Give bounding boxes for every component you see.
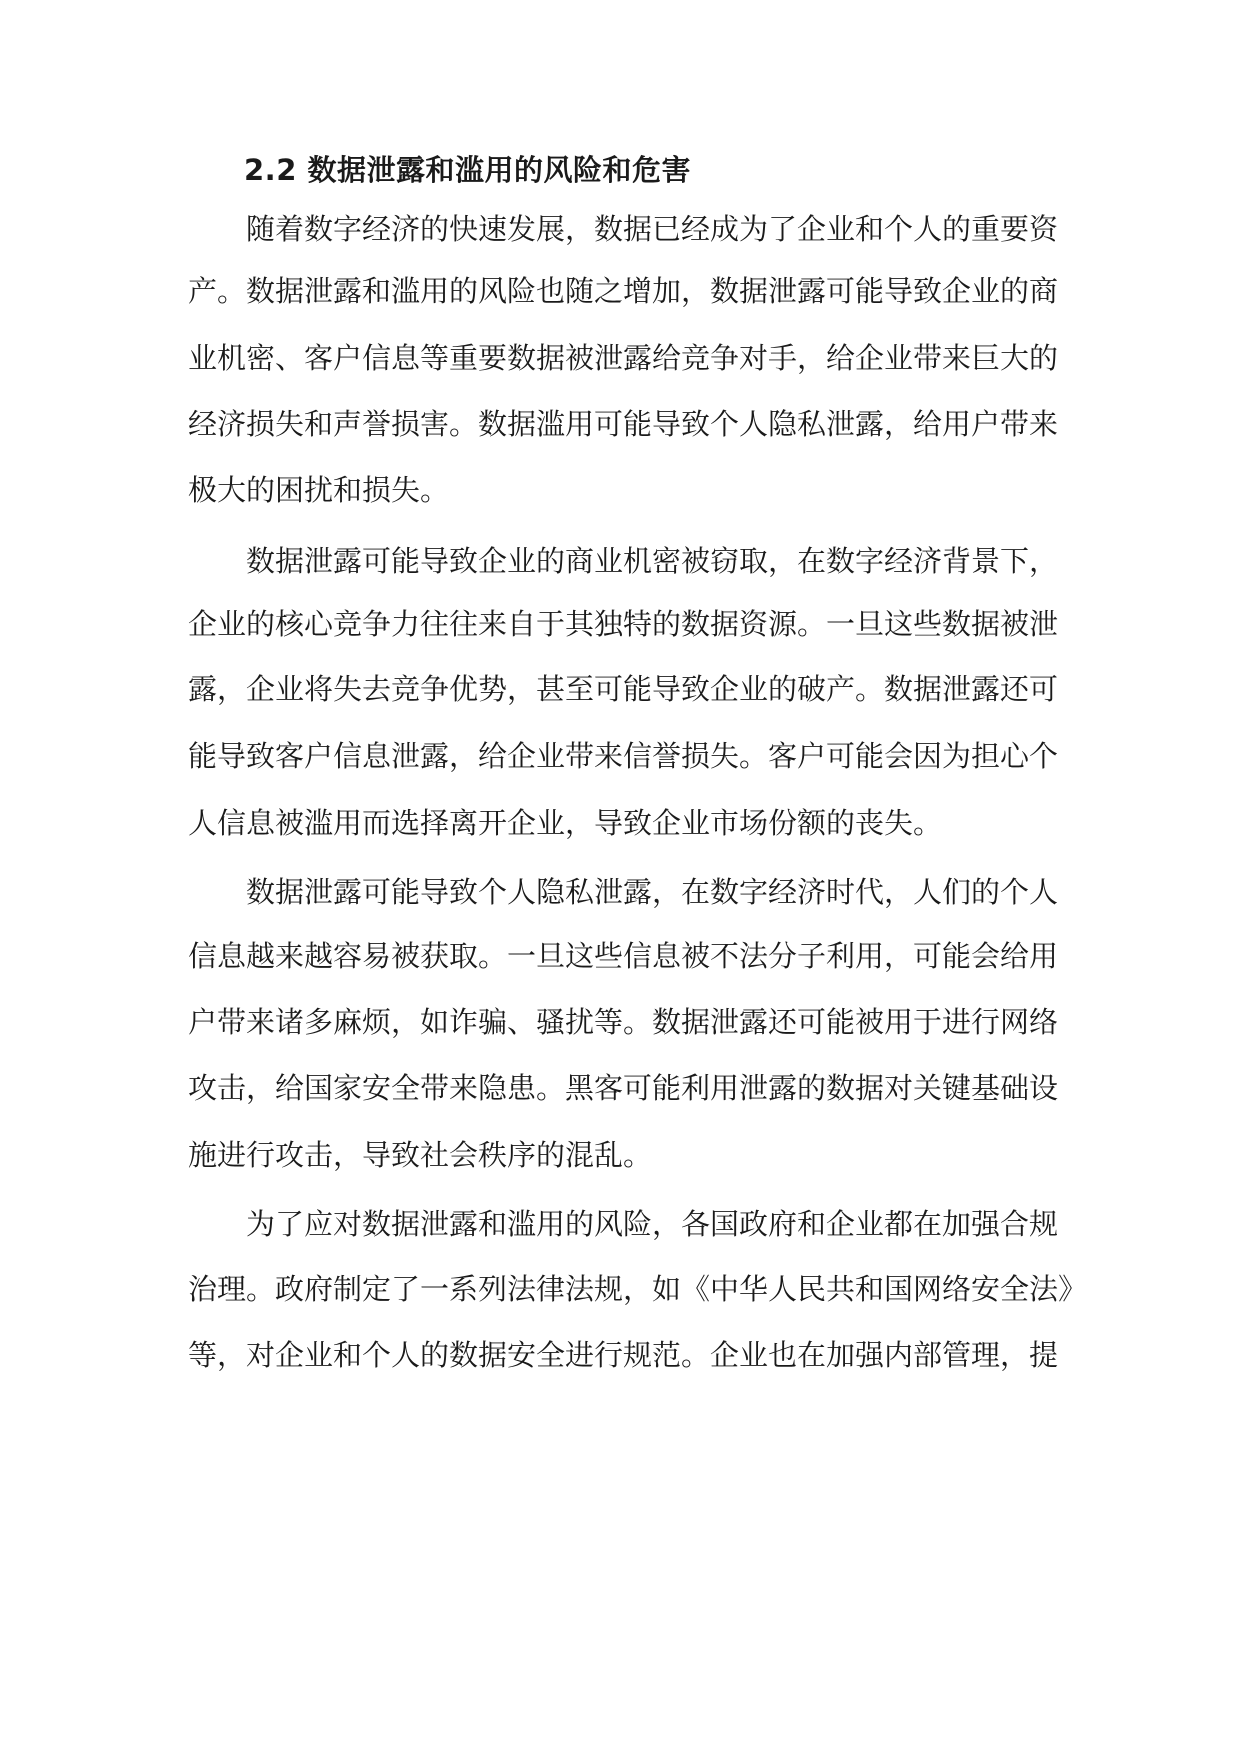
- paragraph-2-line-1: 数据泄露可能导致企业的商业机密被窃取，在数字经济背景下，: [246, 544, 1059, 578]
- paragraph-3-line-1: 数据泄露可能导致个人隐私泄露，在数字经济时代，人们的个人: [246, 875, 1059, 909]
- paragraph-1-line-1: 随着数字经济的快速发展，数据已经成为了企业和个人的重要资: [246, 212, 1059, 246]
- paragraph-3-line-3: 户带来诸多麻烦，如诈骗、骚扰等。数据泄露还可能被用于进行网络: [188, 1005, 1059, 1039]
- paragraph-4-line-2: 治理。政府制定了一系列法律法规，如《中华人民共和国网络安全法》: [188, 1272, 1088, 1306]
- paragraph-1-line-2: 产。数据泄露和滥用的风险也随之增加，数据泄露可能导致企业的商: [188, 274, 1059, 308]
- paragraph-2-line-2: 企业的核心竞争力往往来自于其独特的数据资源。一旦这些数据被泄: [188, 607, 1059, 641]
- paragraph-1-line-3: 业机密、客户信息等重要数据被泄露给竞争对手，给企业带来巨大的: [188, 341, 1059, 375]
- paragraph-1-line-4: 经济损失和声誉损害。数据滥用可能导致个人隐私泄露，给用户带来: [188, 407, 1059, 441]
- paragraph-4-line-3: 等，对企业和个人的数据安全进行规范。企业也在加强内部管理，提: [188, 1338, 1059, 1372]
- paragraph-3-line-5: 施进行攻击，导致社会秩序的混乱。: [188, 1138, 653, 1172]
- paragraph-4-line-1: 为了应对数据泄露和滥用的风险，各国政府和企业都在加强合规: [246, 1207, 1059, 1241]
- paragraph-2-line-5: 人信息被滥用而选择离开企业，导致企业市场份额的丧失。: [188, 806, 943, 840]
- paragraph-3-line-2: 信息越来越容易被获取。一旦这些信息被不法分子利用，可能会给用: [188, 939, 1059, 973]
- paragraph-1-line-5: 极大的困扰和损失。: [188, 473, 450, 507]
- paragraph-2-line-3: 露，企业将失去竞争优势，甚至可能导致企业的破产。数据泄露还可: [188, 672, 1059, 706]
- paragraph-3-line-4: 攻击，给国家安全带来隐患。黑客可能利用泄露的数据对关键基础设: [188, 1071, 1059, 1105]
- section-heading: 2.2 数据泄露和滥用的风险和危害: [244, 153, 691, 187]
- paragraph-2-line-4: 能导致客户信息泄露，给企业带来信誉损失。客户可能会因为担心个: [188, 739, 1059, 773]
